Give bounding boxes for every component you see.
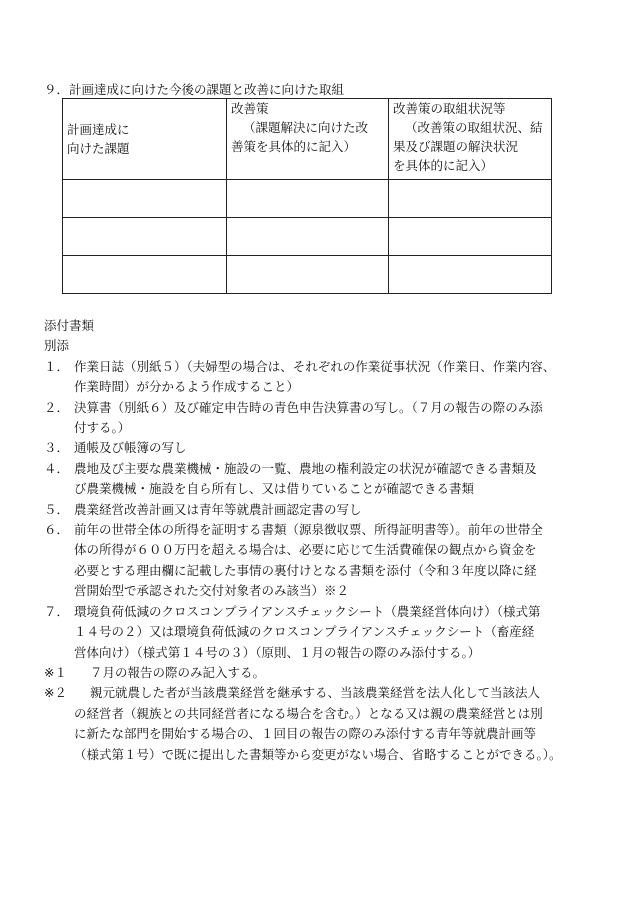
header-issues [63,99,227,180]
list-item-number: １． [44,358,70,374]
note-text: に新たな部門を開始する場合の、１回目の報告の際のみ添付する青年等就農計画等 [74,726,537,742]
note-mark: ※１ [44,664,67,680]
list-item [44,520,604,602]
table-cell[interactable] [389,180,552,218]
table-cell[interactable] [227,256,389,294]
table-cell[interactable] [63,180,227,218]
list-item-number: ７． [44,603,70,619]
header-issues-line: 計画達成に [67,122,130,137]
plan-table [62,98,552,294]
header-improvements-line: 善策を具体的に記入） [231,139,357,154]
note-text: ７月の報告の際のみ記入する。 [90,664,266,680]
list-item [44,357,604,398]
list-item-text: 営体向け）（様式第１４号の３）（原則、１月の報告の際のみ添付する。） [74,644,481,660]
list-item-number: ４． [44,460,70,476]
table-row [63,256,552,294]
list-item-text: 環境負荷低減のクロスコンプライアンスチェックシート（農業経営体向け）（様式第 [74,603,541,619]
list-item-text: 営開始型で承認された交付対象者のみ該当）※２ [74,583,350,599]
list-item-number: ６． [44,522,70,538]
note-mark: ※２ [44,685,67,701]
table-cell[interactable] [389,218,552,256]
list-item-text: 農地及び主要な農業機械・施設の一覧、農地の権利設定の状況が確認できる書類及 [74,460,537,476]
list-item [44,602,604,663]
note-1 [44,663,604,683]
list-item-number: ３． [44,440,70,456]
list-item [44,459,604,500]
list-item-number: ２． [44,399,70,415]
table-cell[interactable] [227,180,389,218]
list-item-text: び農業機械・施設を自ら所有し、又は借りていることが確認できる書類 [74,481,475,497]
header-status-line: （改善策の取組状況、結 [405,120,543,135]
table-cell[interactable] [63,218,227,256]
plan-table-header-row [63,99,552,180]
header-status-line: 果及び課題の解決状況 [393,139,519,154]
attachments-subheading: 別添 [44,338,70,354]
list-item [44,398,604,439]
note-text: の経営者（親族との共同経営者になる場合を含む。）となる又は親の農業経営とは別 [74,705,543,721]
note-text: 親元就農した者が当該農業経営を継承する、当該農業経営を法人化して当該法人 [90,685,541,701]
note-text: （様式第１号）で既に提出した書類等から変更がない場合、省略することができる。）。 [74,746,562,762]
table-cell[interactable] [227,218,389,256]
header-status [389,99,552,180]
list-item-text: 必要とする理由欄に記載した事情の裏付けとなる書類を添付（令和３年度以降に経 [74,562,537,578]
header-status-line: 改善策の取組状況等 [393,101,506,116]
table-row [63,180,552,218]
header-improvements-line: （課題解決に向けた改 [243,120,369,135]
header-issues-line: 向けた課題 [67,141,130,156]
list-item-text: 決算書（別紙６）及び確定申告時の青色申告決算書の写し。（７月の報告の際のみ添 [74,399,543,415]
list-item [44,438,604,458]
list-item [44,500,604,520]
list-item-text: 通帳及び帳簿の写し [74,440,187,456]
attachments-heading: 添付書類 [44,318,95,333]
table-cell[interactable] [63,256,227,294]
list-item-text: 付する。） [74,420,131,436]
list-item-text: １４号の２）又は環境負荷低減のクロスコンプライアンスチェックシート（畜産経 [74,624,535,640]
note-2 [44,683,604,765]
header-improvements-line: 改善策 [231,101,269,116]
list-item-text: 作業日誌（別紙５）（夫婦型の場合は、それぞれの作業従事状況（作業日、作業内容、 [74,358,556,374]
list-item-text: 農業経営改善計画又は青年等就農計画認定書の写し [74,501,362,517]
section-9-title: ９．計画達成に向けた今後の課題と改善に向けた取組 [44,82,345,97]
list-item-text: 体の所得が６００万円を超える場合は、必要に応じて生活費確保の観点から資金を [74,542,537,558]
list-item-text: 前年の世帯全体の所得を証明する書類（源泉徴収票、所得証明書等）。前年の世帯全 [74,522,543,538]
list-item-text: 作業時間）が分かるよう作成すること） [74,379,300,395]
table-cell[interactable] [389,256,552,294]
attachments-section [44,316,604,765]
header-improvements [227,99,389,180]
list-item-number: ５． [44,501,70,517]
table-row [63,218,552,256]
header-status-line: を具体的に記入） [393,158,494,173]
